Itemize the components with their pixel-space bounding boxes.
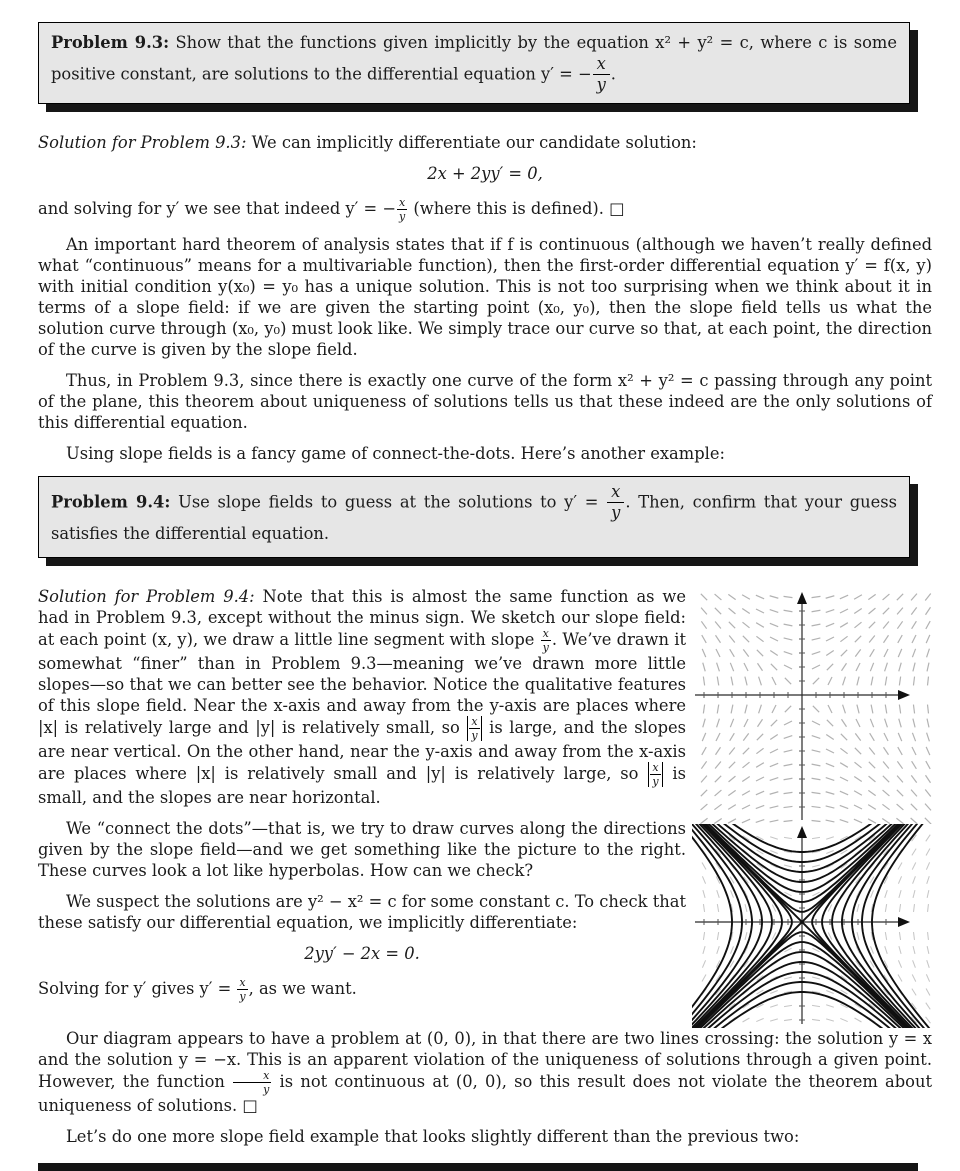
equation-implicit-diff: 2x + 2yy′ = 0, — [427, 163, 543, 183]
problem-9-4-box — [38, 476, 910, 558]
solution-9-4-lead: Solution for Problem 9.4: — [38, 586, 255, 606]
paragraph-solving — [38, 977, 686, 1002]
figures-column — [688, 586, 932, 1028]
problem-9-3-text-end: . — [610, 64, 616, 84]
solving-text-end: , as we want. — [248, 978, 357, 998]
solution-curves-figure — [692, 824, 932, 1028]
solution-9-3-intro — [38, 132, 932, 153]
solution-9-4-t1: Note that this is almost the same function as we had in Problem 9.3, except without the minus sign. We sketch our slope field: at each point (x, y), we draw a little line segment with slope — [38, 586, 686, 649]
paragraph-one-more-example: Let’s do one more slope field example that looks slightly different than the previous two: — [66, 1126, 800, 1146]
origin-problem-qed: is not continuous at (0, 0), so this result does not violate the theorem about uniqueness of solutions. □ — [38, 1071, 932, 1115]
solution-9-4-section — [38, 586, 932, 1028]
abs-fraction-x-over-y: $\frac{x}{y}$ — [467, 716, 481, 741]
fraction-x-over-y: $\frac{x}{y}$ — [542, 626, 549, 654]
solution-9-3-qed: (where this is defined). □ — [408, 198, 625, 218]
next-problem-box-top-edge — [38, 1163, 918, 1171]
paragraph-thus: Thus, in Problem 9.3, since there is exactly one curve of the form x² + y² = c passing through any point of the plane, this theorem about uniqueness of solutions tells us that these indeed are the only solutions of this differential equation. — [38, 370, 932, 432]
solution-9-4-t2: . We’ve drawn it somewhat “finer” than in Problem 9.3—meaning we’ve drawn more little slopes—so that we can better see the behavior. Notice the qualitative features of this slope field. Near the x-axis and away from the y-axis are places where |x| is relatively large and |y| is relatively small, so — [38, 629, 686, 737]
problem-9-3-text: Show that the functions given implicitly by the equation x² + y² = c, where c is some positive constant, are solutions to the differential equation y′ = − — [51, 33, 897, 84]
fraction-x-over-y: $\frac{x}{y}$ — [399, 195, 406, 223]
solution-9-4-t4: is small, and the slopes are near horizontal. — [38, 763, 686, 807]
problem-9-4-text-end: . Then, confirm that your guess satisfies the differential equation. — [51, 492, 897, 544]
solution-9-4-t3: is large, and the slopes are near vertical. On the other hand, near the y-axis and away from the x-axis are places where |x| is relatively small and |y| is relatively large, so — [38, 717, 686, 783]
paragraph-suspect: We suspect the solutions are y² − x² = c for some constant c. To check that these satisfy our differential equation, we implicitly differentiate: — [38, 891, 686, 932]
solution-9-3-lead: Solution for Problem 9.3: — [38, 132, 247, 152]
paragraph-connect-dots: We “connect the dots”—that is, we try to draw curves along the directions given by the slope field—and we get something like the picture to the right. These curves look a lot like hyperbolas. How can we check? — [38, 818, 686, 880]
abs-fraction-x-over-y: $\frac{x}{y}$ — [648, 762, 662, 787]
solving-text: Solving for y′ gives y′ = — [38, 978, 237, 998]
solution-9-3-text: We can implicitly differentiate our candidate solution: — [251, 132, 697, 152]
problem-9-3-label: Problem 9.3: — [51, 33, 170, 52]
equation-check: 2yy′ − 2x = 0. — [304, 943, 420, 963]
fraction-x-over-y: $\frac{x}{y}$ — [239, 975, 246, 1003]
origin-problem-text: Our diagram appears to have a problem at (0, 0), in that there are two lines crossing: the solution y = x and the solution y = −x. This is an apparent violation of the uniqueness of solutions through a given point. However, the function — [38, 1028, 932, 1091]
solution-9-4-paragraph — [38, 586, 686, 808]
solution-9-3-conclusion-text: and solving for y′ we see that indeed y′ = − — [38, 198, 397, 218]
solution-9-4-text-column — [38, 586, 686, 1012]
problem-9-4-text: Use slope fields to guess at the solutions to y′ = — [178, 492, 607, 512]
solution-9-3-conclusion — [38, 197, 932, 222]
problem-9-3-box — [38, 22, 910, 104]
paragraph-uniqueness-theorem: An important hard theorem of analysis states that if f is continuous (although we haven’t really defined what “continuous” means for a multivariable function), then the first-order differential equation y′ = f(x, y) with initial condition y(x₀) = y₀ has a unique solution. This is not too surprising when we think about it in terms of a slope field: if we are given the starting point (x₀, y₀), then the slope field tells us what the solution curve through (x₀, y₀) must look like. We simply trace our curve so that, at each point, the direction of the curve is given by the slope field. — [38, 234, 932, 359]
paragraph-origin-problem — [38, 1028, 932, 1116]
problem-9-4-label: Problem 9.4: — [51, 492, 171, 512]
fraction-x-over-y: $\frac{x}{y}$ — [232, 1070, 272, 1095]
paragraph-connect-the-dots-intro: Using slope fields is a fancy game of connect-the-dots. Here’s another example: — [66, 443, 725, 463]
fraction-x-over-y: $\frac{x}{y}$ — [592, 56, 611, 94]
fraction-x-over-y: $\frac{x}{y}$ — [606, 484, 625, 522]
slope-field-figure — [692, 588, 932, 824]
